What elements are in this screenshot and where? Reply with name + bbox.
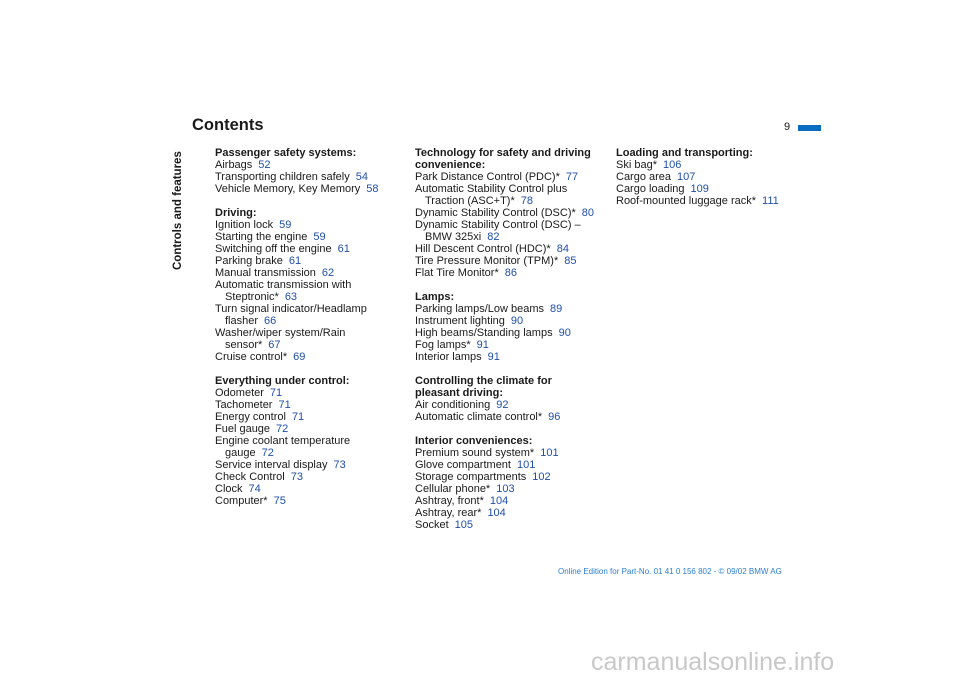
entry-title: Parking lamps/Low beams	[415, 303, 545, 315]
contents-column-1	[215, 147, 395, 519]
entry-title: Automatic climate control*	[415, 411, 543, 423]
contents-entry[interactable]	[215, 423, 395, 435]
entry-page-link[interactable]: 77	[565, 171, 579, 183]
contents-entry[interactable]	[415, 315, 595, 327]
entry-page-link[interactable]: 58	[366, 183, 379, 195]
contents-entry[interactable]	[215, 459, 395, 471]
contents-entry[interactable]	[616, 195, 796, 207]
entry-title: Glove compartment	[415, 459, 511, 471]
entry-page-link[interactable]: 78	[520, 195, 534, 207]
entry-title: Automatic Stability Control plus Traction (ASC+T)*	[415, 183, 568, 207]
contents-entry[interactable]	[415, 471, 595, 483]
contents-entry[interactable]	[215, 495, 395, 507]
entry-title: Odometer	[215, 387, 264, 399]
entry-page-link[interactable]: 69	[293, 351, 306, 363]
entry-title: Switching off the engine	[215, 243, 332, 255]
entry-title: Airbags	[215, 159, 253, 171]
entry-page-link[interactable]: 89	[550, 303, 563, 315]
entry-title: Hill Descent Control (HDC)*	[415, 243, 551, 255]
contents-section	[215, 375, 395, 507]
entry-title: Computer*	[215, 495, 268, 507]
entry-title: Park Distance Control (PDC)*	[415, 171, 560, 183]
entry-title: Tachometer	[215, 399, 273, 411]
section-heading: Driving:	[215, 207, 257, 219]
entry-page-link[interactable]: 91	[487, 351, 500, 363]
contents-entry[interactable]	[415, 219, 595, 243]
entry-page-link[interactable]: 91	[476, 339, 489, 351]
entry-page-link[interactable]: 109	[690, 183, 709, 195]
entry-title: Instrument lighting	[415, 315, 505, 327]
contents-entry[interactable]	[215, 471, 395, 483]
entry-page-link[interactable]: 52	[258, 159, 271, 171]
entry-page-link[interactable]: 105	[454, 519, 473, 531]
contents-entry[interactable]	[415, 447, 595, 459]
entry-page-link[interactable]: 73	[290, 471, 303, 483]
entry-page-link[interactable]: 67	[268, 339, 281, 351]
entry-page-link[interactable]: 63	[284, 291, 298, 303]
contents-entry[interactable]	[415, 327, 595, 339]
section-heading: Interior conveniences:	[415, 435, 533, 447]
entry-page-link[interactable]: 61	[288, 255, 302, 267]
entry-page-link[interactable]: 72	[276, 423, 289, 435]
entry-page-link[interactable]: 80	[581, 207, 595, 219]
entry-title: Interior lamps	[415, 351, 482, 363]
footer-edition-note: Online Edition for Part-No. 01 41 0 156 802 - © 09/02 BMW AG	[558, 567, 782, 576]
contents-section	[215, 147, 395, 195]
entry-title: Air conditioning	[415, 399, 491, 411]
entry-title: Parking brake	[215, 255, 283, 267]
entry-title: Washer/wiper system/Rain sensor*	[215, 327, 346, 351]
entry-page-link[interactable]: 54	[355, 171, 368, 183]
contents-entry[interactable]	[215, 351, 395, 363]
contents-column-2	[415, 147, 595, 543]
entry-title: Flat Tire Monitor*	[415, 267, 499, 279]
entry-title: Socket	[415, 519, 449, 531]
page-number: 9	[784, 121, 791, 133]
contents-entry[interactable]	[415, 495, 595, 507]
entry-page-link[interactable]: 62	[321, 267, 335, 279]
contents-section	[415, 375, 595, 423]
contents-section	[415, 435, 595, 531]
entry-title: Dynamic Stability Control (DSC) – BMW 325xi	[415, 219, 581, 243]
contents-entry[interactable]	[215, 267, 395, 279]
entry-page-link[interactable]: 82	[487, 231, 500, 243]
entry-page-link[interactable]: 101	[540, 447, 559, 459]
entry-title: Engine coolant temperature gauge	[215, 435, 351, 459]
contents-entry[interactable]	[415, 243, 595, 255]
contents-entry[interactable]	[616, 171, 796, 183]
page-title: Contents	[192, 116, 264, 134]
contents-column-3	[616, 147, 796, 219]
entry-page-link[interactable]: 61	[337, 243, 350, 255]
entry-title: High beams/Standing lamps	[415, 327, 553, 339]
entry-page-link[interactable]: 90	[510, 315, 524, 327]
entry-title: Manual transmission	[215, 267, 316, 279]
contents-entry[interactable]	[415, 255, 595, 267]
section-heading: Technology for safety and driving convenience:	[415, 147, 591, 171]
section-heading: Lamps:	[415, 291, 455, 303]
entry-title: Ashtray, rear*	[415, 507, 482, 519]
entry-page-link[interactable]: 71	[278, 399, 291, 411]
contents-entry[interactable]	[215, 303, 395, 327]
entry-title: Cellular phone*	[415, 483, 491, 495]
contents-entry[interactable]	[415, 507, 595, 519]
entry-page-link[interactable]: 104	[489, 495, 509, 507]
contents-entry[interactable]	[215, 243, 395, 255]
contents-entry[interactable]	[215, 411, 395, 423]
entry-page-link[interactable]: 59	[279, 219, 292, 231]
entry-title: Cargo area	[616, 171, 672, 183]
entry-page-link[interactable]: 71	[269, 387, 283, 399]
entry-title: Ashtray, front*	[415, 495, 484, 507]
entry-page-link[interactable]: 104	[487, 507, 506, 519]
entry-title: Cruise control*	[215, 351, 288, 363]
contents-entry[interactable]	[415, 267, 595, 279]
entry-title: Premium sound system*	[415, 447, 535, 459]
contents-entry[interactable]	[415, 351, 595, 363]
watermark: carmanualsonline.info	[591, 648, 835, 676]
contents-entry[interactable]	[616, 159, 796, 171]
entry-title: Ignition lock	[215, 219, 274, 231]
contents-entry[interactable]	[215, 399, 395, 411]
entry-title: Vehicle Memory, Key Memory	[215, 183, 361, 195]
entry-page-link[interactable]: 92	[496, 399, 509, 411]
entry-title: Fog lamps*	[415, 339, 471, 351]
entry-title: Transporting children safely	[215, 171, 350, 183]
contents-entry[interactable]	[415, 483, 595, 495]
contents-entry[interactable]	[215, 255, 395, 267]
entry-page-link[interactable]: 73	[333, 459, 346, 471]
contents-entry[interactable]	[415, 411, 595, 423]
contents-entry[interactable]	[415, 519, 595, 531]
side-tab	[171, 144, 187, 270]
contents-entry[interactable]	[215, 483, 395, 495]
contents-entry[interactable]	[415, 207, 595, 219]
entry-title: Clock	[215, 483, 243, 495]
entry-page-link[interactable]: 101	[516, 459, 536, 471]
contents-entry[interactable]	[415, 303, 595, 315]
entry-title: Starting the engine	[215, 231, 308, 243]
entry-page-link[interactable]: 75	[273, 495, 286, 507]
contents-entry[interactable]	[215, 219, 395, 231]
entry-title: Energy control	[215, 411, 286, 423]
entry-page-link[interactable]: 107	[677, 171, 696, 183]
entry-page-link[interactable]: 85	[564, 255, 577, 267]
entry-page-link[interactable]: 86	[504, 267, 517, 279]
entry-title: Dynamic Stability Control (DSC)*	[415, 207, 576, 219]
section-heading: Loading and transporting:	[616, 147, 753, 159]
contents-entry[interactable]	[415, 339, 595, 351]
entry-page-link[interactable]: 59	[313, 231, 326, 243]
contents-entry[interactable]	[415, 183, 595, 207]
contents-entry[interactable]	[215, 327, 395, 351]
contents-section	[415, 291, 595, 363]
contents-section	[215, 207, 395, 363]
contents-entry[interactable]	[415, 171, 595, 183]
page-marker	[798, 125, 821, 131]
contents-section	[616, 147, 796, 207]
entry-title: Fuel gauge	[215, 423, 271, 435]
entry-title: Cargo loading	[616, 183, 685, 195]
entry-page-link[interactable]: 72	[261, 447, 274, 459]
entry-page-link[interactable]: 84	[556, 243, 569, 255]
entry-page-link[interactable]: 102	[532, 471, 551, 483]
entry-page-link[interactable]: 96	[548, 411, 561, 423]
contents-entry[interactable]	[215, 171, 395, 183]
entry-title: Turn signal indicator/Headlamp flasher	[215, 303, 367, 327]
contents-entry[interactable]	[215, 387, 395, 399]
entry-title: Storage compartments	[415, 471, 527, 483]
contents-entry[interactable]	[215, 159, 395, 171]
entry-title: Roof-mounted luggage rack*	[616, 195, 757, 207]
section-heading: Controlling the climate for pleasant driving:	[415, 375, 552, 399]
section-heading: Everything under control:	[215, 375, 350, 387]
entry-title: Ski bag*	[616, 159, 657, 171]
entry-title: Check Control	[215, 471, 285, 483]
side-tab-label: Controls and features	[172, 151, 184, 270]
section-heading: Passenger safety systems:	[215, 147, 357, 159]
entry-page-link[interactable]: 74	[248, 483, 261, 495]
entry-title: Tire Pressure Monitor (TPM)*	[415, 255, 559, 267]
contents-entry[interactable]	[215, 183, 395, 195]
entry-page-link[interactable]: 106	[662, 159, 682, 171]
contents-entry[interactable]	[215, 231, 395, 243]
contents-entry[interactable]	[616, 183, 796, 195]
entry-title: Service interval display	[215, 459, 328, 471]
entry-page-link[interactable]: 66	[264, 315, 277, 327]
contents-entry[interactable]	[415, 399, 595, 411]
entry-page-link[interactable]: 111	[762, 195, 779, 207]
contents-entry[interactable]	[415, 459, 595, 471]
contents-entry[interactable]	[215, 279, 395, 303]
entry-page-link[interactable]: 90	[558, 327, 571, 339]
contents-section	[415, 147, 595, 279]
entry-page-link[interactable]: 103	[496, 483, 515, 495]
entry-title: Automatic transmission with Steptronic*	[215, 279, 352, 303]
contents-entry[interactable]	[215, 435, 395, 459]
entry-page-link[interactable]: 71	[291, 411, 305, 423]
